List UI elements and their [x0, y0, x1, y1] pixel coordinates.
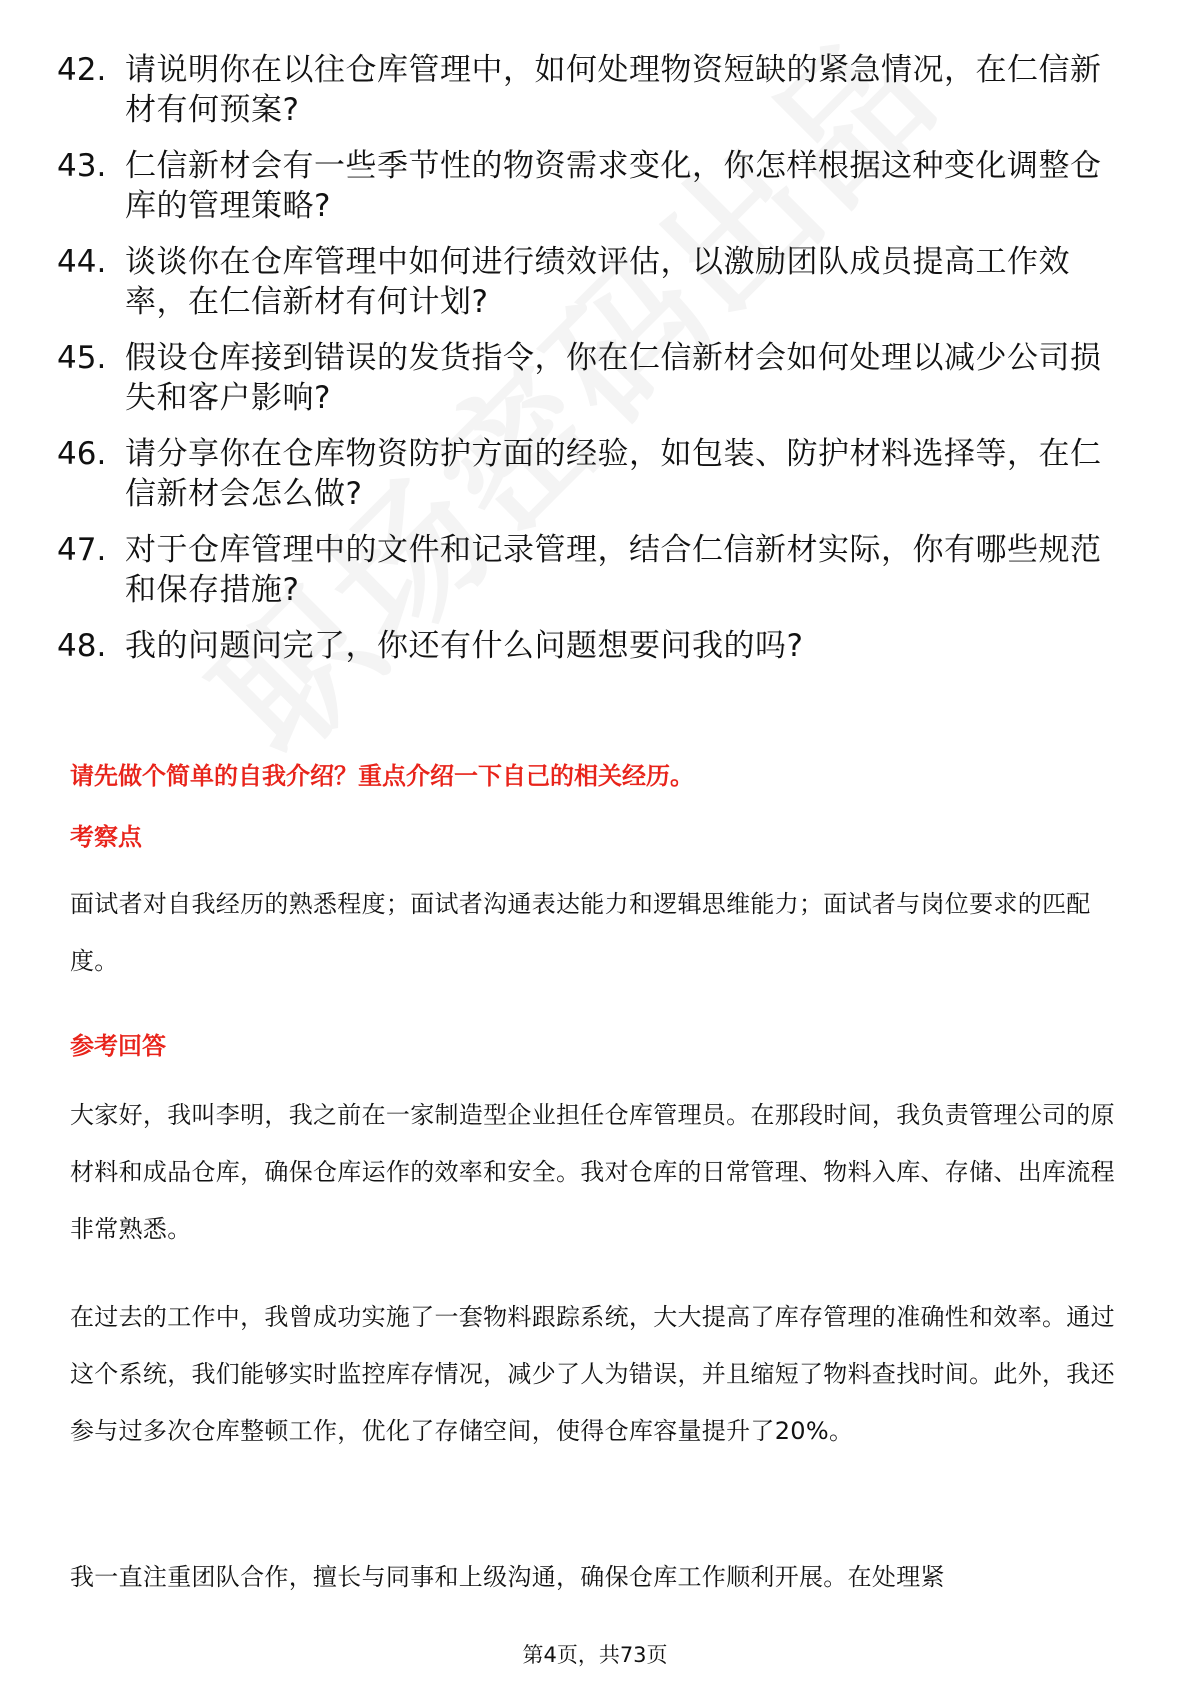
question-number: 47.: [57, 532, 107, 568]
question-number: 45.: [57, 340, 107, 376]
question-item: [57, 338, 1127, 418]
answer-paragraph: 在过去的工作中，我曾成功实施了一套物料跟踪系统，大大提高了库存管理的准确性和效率。通过这个系统，我们能够实时监控库存情况，减少了人为错误，并且缩短了物料查找时间。此外，我还参与过多次仓库整顿工作，优化了存储空间，使得仓库容量提升了20%。: [70, 1303, 1115, 1445]
question-text: 对于仓库管理中的文件和记录管理，结合仁信新材实际，你有哪些规范和保存措施?: [125, 532, 1102, 608]
answer-section-title: 参考回答: [70, 1032, 166, 1060]
question-number: 46.: [57, 436, 107, 472]
question-text: 我的问题问完了，你还有什么问题想要问我的吗?: [125, 628, 804, 664]
question-item: [57, 50, 1127, 130]
question-number: 42.: [57, 52, 107, 88]
question-item: [57, 146, 1127, 226]
question-item: [57, 434, 1127, 514]
question-item: [57, 530, 1127, 610]
answer-paragraph: 大家好，我叫李明，我之前在一家制造型企业担任仓库管理员。在那段时间，我负责管理公司的原材料和成品仓库，确保仓库运作的效率和安全。我对仓库的日常管理、物料入库、存储、出库流程非常熟悉。: [70, 1101, 1115, 1243]
main-question-heading: 请先做个简单的自我介绍？重点介绍一下自己的相关经历。: [70, 762, 694, 790]
question-number: 44.: [57, 244, 107, 280]
question-text: 请说明你在以往仓库管理中，如何处理物资短缺的紧急情况，在仁信新材有何预案?: [125, 52, 1102, 128]
question-text: 假设仓库接到错误的发货指令，你在仁信新材会如何处理以减少公司损失和客户影响?: [125, 340, 1102, 416]
question-text: 请分享你在仓库物资防护方面的经验，如包装、防护材料选择等，在仁信新材会怎么做?: [125, 436, 1102, 512]
question-text: 仁信新材会有一些季节性的物资需求变化，你怎样根据这种变化调整仓库的管理策略?: [125, 148, 1102, 224]
question-number: 43.: [57, 148, 107, 184]
question-item: [57, 626, 1127, 666]
question-list: [57, 50, 1127, 682]
question-number: 48.: [57, 628, 107, 664]
focus-paragraph: 面试者对自我经历的熟悉程度；面试者沟通表达能力和逻辑思维能力；面试者与岗位要求的匹配度。: [70, 890, 1091, 975]
question-item: [57, 242, 1127, 322]
page-footer: 第4页，共73页: [522, 1643, 668, 1667]
question-text: 谈谈你在仓库管理中如何进行绩效评估，以激励团队成员提高工作效率，在仁信新材有何计划?: [125, 244, 1070, 320]
answer-paragraph: 我一直注重团队合作，擅长与同事和上级沟通，确保仓库工作顺利开展。在处理紧: [70, 1563, 945, 1591]
focus-section-title: 考察点: [70, 823, 142, 851]
